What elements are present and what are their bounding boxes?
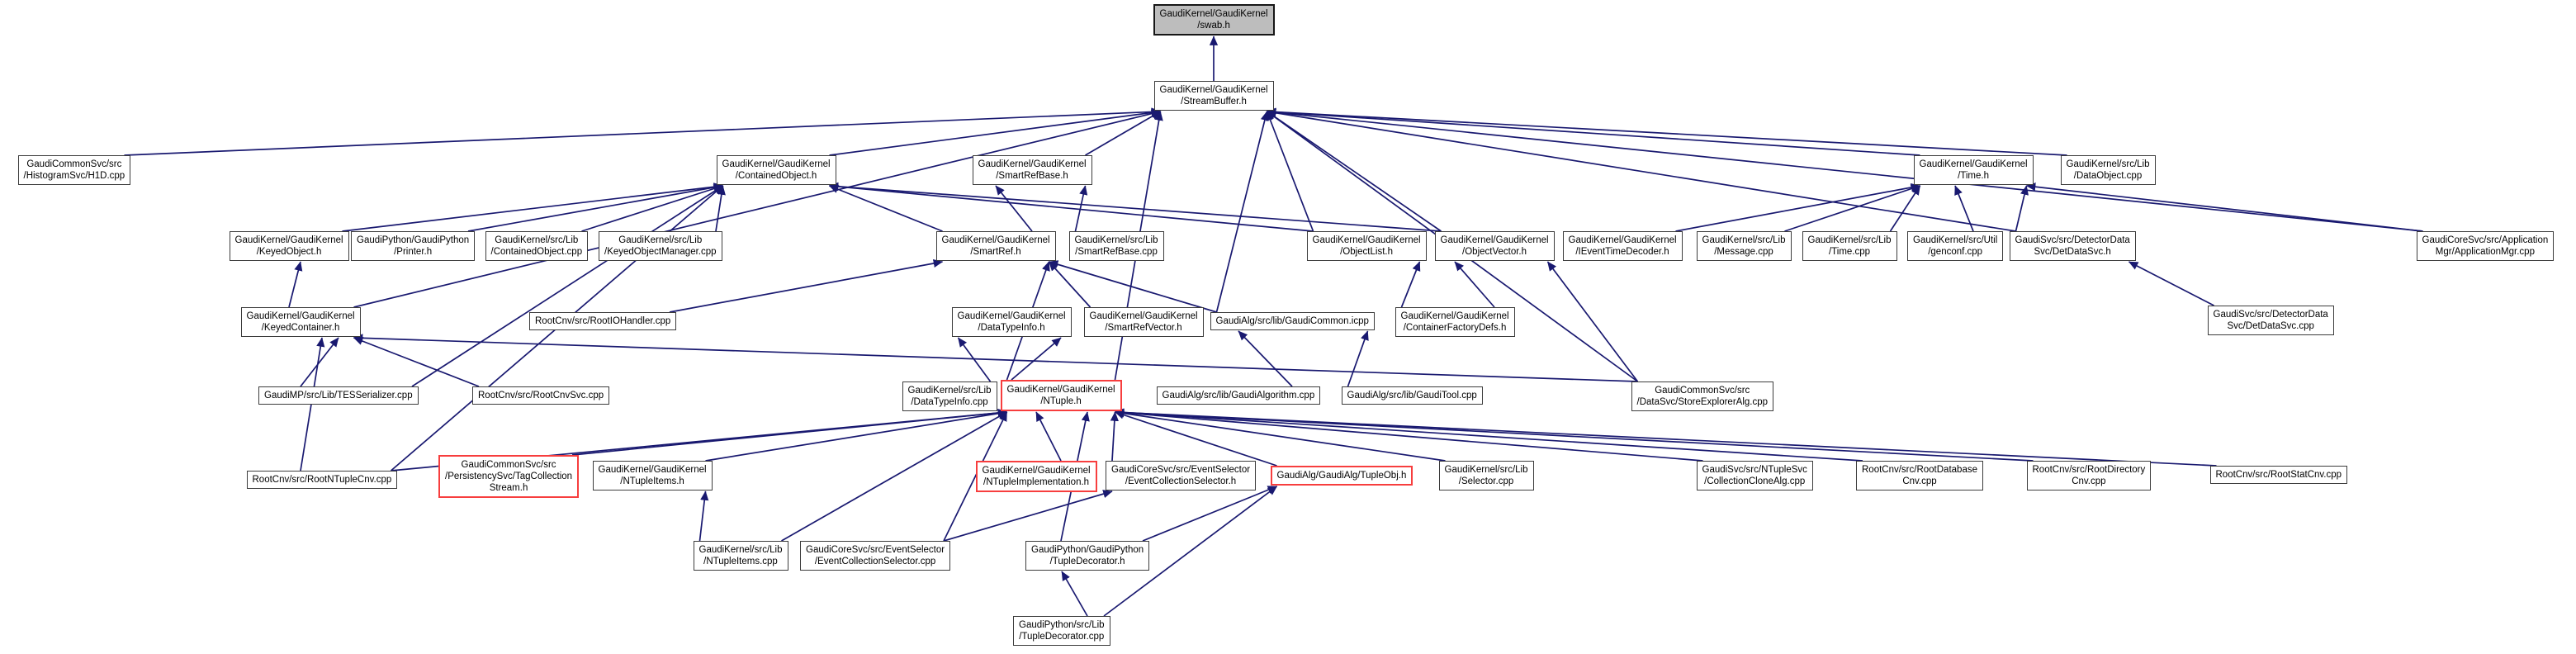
node-eventcollectionselector-h[interactable] xyxy=(1106,461,1256,490)
node-rootstatcnv-cpp[interactable] xyxy=(2210,466,2348,484)
edge-keyedcontainer-h-to-keyedobject-h xyxy=(289,262,301,307)
node-rootiohandler-cpp[interactable] xyxy=(529,312,676,330)
node-objectvector-h[interactable] xyxy=(1435,231,1555,261)
node-smartrefbase-cpp[interactable] xyxy=(1069,231,1164,261)
edge-ntupleimplementation-h-to-ntuple-h xyxy=(1036,412,1061,461)
edge-objectlist-h-to-streambuffer xyxy=(1267,111,1314,231)
node-tesserializer-cpp[interactable] xyxy=(258,386,419,405)
node-label-line: GaudiKernel/src/Lib xyxy=(1444,465,1528,475)
node-label-line: RootCnv/src/RootStatCnv.cpp xyxy=(2215,470,2342,480)
node-label-line: GaudiKernel/GaudiKernel xyxy=(1568,235,1677,245)
node-label-line: GaudiKernel/src/Lib xyxy=(1074,235,1158,245)
node-tupledecorator-cpp[interactable] xyxy=(1013,616,1110,646)
edge-tesserializer-cpp-to-containedobject-h xyxy=(412,186,723,386)
node-label-line: GaudiKernel/GaudiKernel xyxy=(234,235,343,245)
node-containerfactorydefs-h[interactable] xyxy=(1395,307,1515,337)
node-label-line: GaudiPython/GaudiPython xyxy=(357,235,470,245)
node-label-line: GaudiSvc/src/DetectorData xyxy=(2015,235,2130,245)
node-gaudicommon-icpp[interactable] xyxy=(1210,312,1375,330)
edge-appmgr-cpp-to-time-h xyxy=(2027,186,2423,231)
edge-objectlist-h-to-containedobject-h xyxy=(830,186,1314,231)
node-printer-h[interactable] xyxy=(351,231,475,261)
node-smartref-h[interactable] xyxy=(936,231,1056,261)
edge-detdatasvc-h-to-time-h xyxy=(2016,186,2027,231)
node-label-line: /DataObject.cpp xyxy=(2073,171,2143,181)
node-label-line: GaudiKernel/GaudiKernel xyxy=(1919,159,2028,169)
node-label-line: Cnv.cpp xyxy=(2072,476,2106,486)
edge-gaudicommon-icpp-to-streambuffer xyxy=(1217,111,1267,312)
node-streambuffer[interactable] xyxy=(1154,81,1274,111)
node-label-line: /ObjectList.h xyxy=(1340,247,1393,257)
edge-eventcollectionselector-cpp-to-eventcollectionselector-h xyxy=(944,491,1112,541)
node-label-line: /TupleDecorator.h xyxy=(1049,557,1125,566)
edge-ntupleitems-cpp-to-ntupleitems-h xyxy=(700,491,706,541)
edge-containerfactorydefs-h-to-objectvector-h xyxy=(1455,262,1494,307)
node-label-line: Cnv.cpp xyxy=(1902,476,1937,486)
node-label-line: /StreamBuffer.h xyxy=(1181,97,1247,107)
node-label-line: /IEventTimeDecoder.h xyxy=(1575,247,1669,257)
node-datatypeinfo-h[interactable] xyxy=(952,307,1072,337)
node-time-h[interactable] xyxy=(1914,155,2034,185)
node-label-line: GaudiKernel/GaudiKernel xyxy=(1159,9,1268,19)
node-label-line: GaudiKernel/GaudiKernel xyxy=(1159,85,1268,95)
node-objectlist-h[interactable] xyxy=(1307,231,1427,261)
node-label-line: /ObjectVector.h xyxy=(1462,247,1527,257)
node-ntuple-h[interactable] xyxy=(1001,380,1122,411)
node-keyedobjectmanager-cpp[interactable] xyxy=(599,231,722,261)
node-label-line: GaudiKernel/src/Util xyxy=(1913,235,1998,245)
node-label-line: /TupleDecorator.cpp xyxy=(1019,632,1105,642)
node-label-line: GaudiKernel/GaudiKernel xyxy=(1440,235,1549,245)
node-label-line: /Message.cpp xyxy=(1714,247,1773,257)
node-label-line: GaudiKernel/GaudiKernel xyxy=(1089,311,1198,321)
node-label-line: /ContainedObject.cpp xyxy=(490,247,583,257)
node-label-line: GaudiCommonSvc/src xyxy=(461,460,556,470)
node-gauditool-cpp[interactable] xyxy=(1342,386,1483,405)
node-label-line: GaudiKernel/src/Lib xyxy=(1702,235,1786,245)
node-containedobject-h[interactable] xyxy=(717,155,836,185)
node-label-line: GaudiSvc/src/NTupleSvc xyxy=(1702,465,1807,475)
node-label-line: /NTupleImplementation.h xyxy=(983,477,1090,487)
node-label-line: /KeyedObjectManager.cpp xyxy=(604,247,717,257)
edge-printer-h-to-containedobject-h xyxy=(468,186,723,231)
node-keyedobject-h[interactable] xyxy=(230,231,349,261)
node-label-line: /KeyedContainer.h xyxy=(261,323,340,333)
node-label-line: GaudiKernel/GaudiKernel xyxy=(1006,385,1115,395)
edge-detdatasvc-cpp-to-detdatasvc-h xyxy=(2129,262,2214,306)
node-label-line: GaudiCoreSvc/src/Application xyxy=(2422,235,2549,245)
node-label-line: /DataTypeInfo.cpp xyxy=(911,397,988,407)
edge-smartref-h-to-smartrefbase-h xyxy=(996,186,1032,231)
edge-containedobject-cpp-to-containedobject-h xyxy=(582,186,723,231)
node-label-line: RootCnv/src/RootIOHandler.cpp xyxy=(535,316,671,326)
node-label-line: Svc/DetDataSvc.cpp xyxy=(2227,321,2314,331)
node-label-line: GaudiKernel/src/Lib xyxy=(1807,235,1892,245)
node-message-cpp[interactable] xyxy=(1697,231,1792,261)
node-containedobject-cpp[interactable] xyxy=(485,231,589,261)
node-genconf-cpp[interactable] xyxy=(1907,231,2003,261)
node-eventcollectionselector-cpp[interactable] xyxy=(800,541,950,571)
node-label-line: GaudiKernel/GaudiKernel xyxy=(957,311,1066,321)
node-label-line: /HistogramSvc/H1D.cpp xyxy=(23,171,125,181)
edge-rootcnvsvc-cpp-to-keyedcontainer-h xyxy=(354,338,480,386)
node-gaudialgorithm-cpp[interactable] xyxy=(1157,386,1321,405)
edge-tupledecorator-cpp-to-tupledecorator-h xyxy=(1062,571,1087,616)
edge-keyedobjectmanager-cpp-to-containedobject-h xyxy=(716,186,723,231)
node-label-line: /SmartRefBase.h xyxy=(996,171,1068,181)
node-label-line: GaudiKernel/GaudiKernel xyxy=(246,311,355,321)
node-label-line: GaudiAlg/src/lib/GaudiCommon.icpp xyxy=(1215,316,1369,326)
edge-appmgr-cpp-to-streambuffer xyxy=(1267,111,2423,231)
node-label-line: RootCnv/src/RootDirectory xyxy=(2032,465,2146,475)
node-label-line: GaudiKernel/GaudiKernel xyxy=(598,465,707,475)
node-datatypeinfo-cpp[interactable] xyxy=(902,382,997,411)
node-label-line: /Printer.h xyxy=(394,247,433,257)
edge-smartrefbase-h-to-streambuffer xyxy=(1086,111,1161,155)
node-tupledecorator-h[interactable] xyxy=(1025,541,1149,571)
node-label-line: RootCnv/src/RootDatabase xyxy=(1862,465,1977,475)
edge-selector-cpp-to-ntuple-h xyxy=(1115,412,1446,461)
edge-gaudicommon-icpp-to-smartref-h xyxy=(1049,262,1217,312)
node-label-line: /NTuple.h xyxy=(1040,396,1082,406)
node-label-line: /NTupleItems.cpp xyxy=(703,557,778,566)
node-label-line: /SmartRef.h xyxy=(970,247,1021,257)
node-label-line: GaudiKernel/GaudiKernel xyxy=(1312,235,1421,245)
node-label-line: Mgr/ApplicationMgr.cpp xyxy=(2435,247,2535,257)
edge-tupleobj-h-to-ntuple-h xyxy=(1115,412,1277,466)
node-label-line: GaudiAlg/src/lib/GaudiTool.cpp xyxy=(1347,391,1477,400)
node-label-line: GaudiKernel/src/Lib xyxy=(907,386,992,396)
node-label-line: GaudiCoreSvc/src/EventSelector xyxy=(806,545,945,555)
node-label-line: /Time.cpp xyxy=(1828,247,1871,257)
node-label-line: GaudiKernel/GaudiKernel xyxy=(941,235,1050,245)
node-label-line: /SmartRefVector.h xyxy=(1105,323,1182,333)
edge-time-h-to-streambuffer xyxy=(1267,111,1920,155)
node-ntupleitems-h[interactable] xyxy=(593,461,713,490)
node-label-line: GaudiSvc/src/DetectorData xyxy=(2213,310,2328,320)
edge-gauditool-cpp-to-gaudicommon-icpp xyxy=(1348,331,1368,386)
node-label-line: GaudiKernel/GaudiKernel xyxy=(982,466,1091,476)
node-dataobject-cpp[interactable] xyxy=(2061,155,2156,185)
node-label-line: /NTupleItems.h xyxy=(620,476,684,486)
node-detdatasvc-h[interactable] xyxy=(2010,231,2136,261)
node-storeexploreralg-cpp[interactable] xyxy=(1631,382,1774,411)
node-label-line: /genconf.cpp xyxy=(1928,247,1983,257)
edge-tupledecorator-h-to-tupleobj-h xyxy=(1143,486,1277,541)
edge-detdatasvc-h-to-streambuffer xyxy=(1267,111,2016,231)
node-label-line: /DataSvc/StoreExplorerAlg.cpp xyxy=(1636,397,1769,407)
node-smartrefvector-h[interactable] xyxy=(1084,307,1204,337)
node-label-line: GaudiKernel/src/Lib xyxy=(698,545,783,555)
node-label-line: GaudiMP/src/Lib/TESSerializer.cpp xyxy=(264,391,413,400)
edge-genconf-cpp-to-time-h xyxy=(1955,186,1973,231)
node-rootdirectorycnv-cpp[interactable] xyxy=(2027,461,2152,490)
node-label-line: /DataTypeInfo.h xyxy=(978,323,1045,333)
node-ntupleitems-cpp[interactable] xyxy=(694,541,788,571)
edge-message-cpp-to-time-h xyxy=(1785,186,1920,231)
node-rootdatabasecnv-cpp[interactable] xyxy=(1856,461,1983,490)
edge-objectvector-h-to-containedobject-h xyxy=(830,186,1442,231)
edge-rootiohandler-cpp-to-smartref-h xyxy=(670,262,943,312)
node-smartrefbase-h[interactable] xyxy=(973,155,1092,185)
node-h1d[interactable] xyxy=(18,155,131,185)
edge-storeexploreralg-cpp-to-objectvector-h xyxy=(1548,262,1638,382)
node-detdatasvc-cpp[interactable] xyxy=(2208,306,2334,335)
node-label-line: GaudiKernel/GaudiKernel xyxy=(1400,311,1509,321)
edge-time-cpp-to-time-h xyxy=(1891,186,1920,231)
edge-dataobject-cpp-to-streambuffer xyxy=(1267,111,2067,155)
node-label-line: GaudiAlg/GaudiAlg/TupleObj.h xyxy=(1276,471,1407,481)
node-label-line: /CollectionCloneAlg.cpp xyxy=(1704,476,1806,486)
edge-gaudialgorithm-cpp-to-gaudicommon-icpp xyxy=(1238,331,1292,386)
node-label-line: /swab.h xyxy=(1197,21,1230,31)
node-label-line: /PersistencySvc/TagCollection xyxy=(445,472,573,481)
node-time-cpp[interactable] xyxy=(1802,231,1897,261)
edge-storeexploreralg-cpp-to-keyedcontainer-h xyxy=(354,338,1638,382)
edge-objectvector-h-to-streambuffer xyxy=(1267,111,1442,231)
node-label-line: /ContainerFactoryDefs.h xyxy=(1403,323,1507,333)
node-label-line: GaudiKernel/src/Lib xyxy=(618,235,703,245)
edge-eventcollectionselector-h-to-ntuple-h xyxy=(1112,412,1115,461)
node-keyedcontainer-h[interactable] xyxy=(241,307,361,337)
edge-keyedobject-h-to-containedobject-h xyxy=(343,186,723,231)
node-label-line: GaudiKernel/GaudiKernel xyxy=(722,159,831,169)
node-label-line: GaudiKernel/src/Lib xyxy=(2066,159,2150,169)
node-label-line: GaudiCommonSvc/src xyxy=(1655,386,1750,396)
node-ieventtimedecoder-h[interactable] xyxy=(1563,231,1683,261)
node-label-line: GaudiAlg/src/lib/GaudiAlgorithm.cpp xyxy=(1162,391,1315,400)
node-label-line: /ContainedObject.h xyxy=(735,171,817,181)
node-tupleobj-h[interactable] xyxy=(1271,466,1413,486)
node-label-line: GaudiPython/src/Lib xyxy=(1019,620,1105,630)
node-rootntuplecnv-cpp[interactable] xyxy=(247,471,398,489)
node-label-line: GaudiPython/GaudiPython xyxy=(1031,545,1144,555)
edge-tesserializer-cpp-to-keyedcontainer-h xyxy=(301,338,339,386)
node-label-line: GaudiCoreSvc/src/EventSelector xyxy=(1111,465,1251,475)
edge-ieventtimedecoder-h-to-time-h xyxy=(1676,186,1920,231)
node-label-line: Stream.h xyxy=(489,483,528,493)
node-label-line: RootCnv/src/RootCnvSvc.cpp xyxy=(478,391,604,400)
node-label-line: /EventCollectionSelector.cpp xyxy=(814,557,936,566)
node-label-line: GaudiCommonSvc/src xyxy=(26,159,122,169)
edge-rootdatabasecnv-cpp-to-ntuple-h xyxy=(1115,412,1863,461)
node-ntupleimplementation-h[interactable] xyxy=(976,461,1097,492)
node-label-line: /Time.h xyxy=(1958,171,1989,181)
node-rootcnvsvc-cpp[interactable] xyxy=(472,386,609,405)
node-label-line: GaudiKernel/src/Lib xyxy=(495,235,579,245)
node-appmgr-cpp[interactable] xyxy=(2417,231,2555,261)
node-label-line: /EventCollectionSelector.h xyxy=(1125,476,1237,486)
node-label-line: GaudiKernel/GaudiKernel xyxy=(978,159,1087,169)
node-label-line: RootCnv/src/RootNTupleCnv.cpp xyxy=(252,475,392,485)
node-swab xyxy=(1153,4,1275,36)
edge-containerfactorydefs-h-to-objectlist-h xyxy=(1402,262,1420,307)
edge-ntuple-h-to-datatypeinfo-h xyxy=(1011,338,1061,380)
node-selector-cpp[interactable] xyxy=(1439,461,1534,490)
node-label-line: Svc/DetDataSvc.h xyxy=(2034,247,2111,257)
node-label-line: /KeyedObject.h xyxy=(256,247,322,257)
node-label-line: /SmartRefBase.cpp xyxy=(1075,247,1158,257)
node-collectioncloneal-cpp[interactable] xyxy=(1697,461,1813,490)
node-tagcollectionstream-h[interactable] xyxy=(438,455,579,498)
node-label-line: /Selector.cpp xyxy=(1458,476,1514,486)
